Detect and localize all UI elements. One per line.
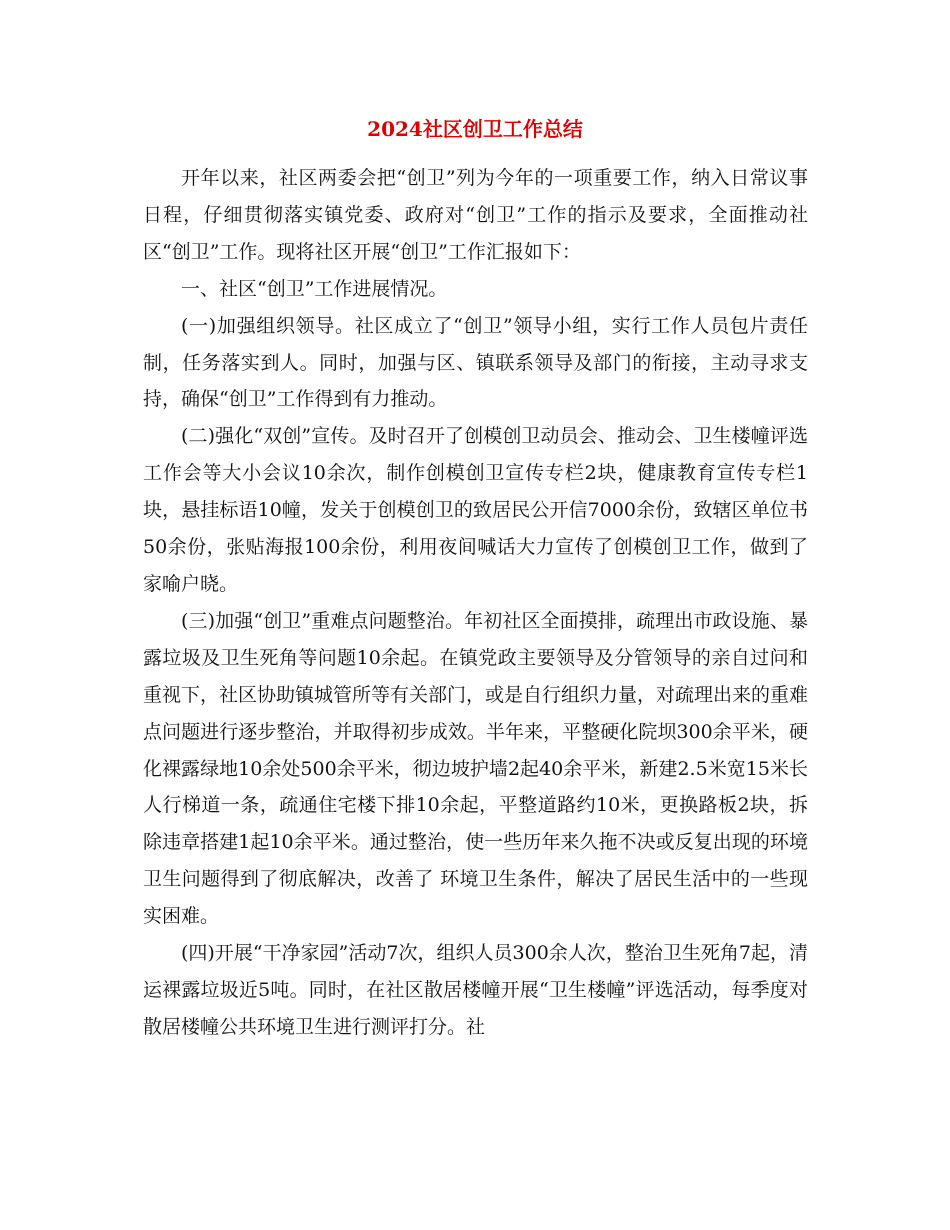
paragraph-clean-home: (四)开展“干净家园”活动7次，组织人员300余人次，整治卫生死角7起，清运裸露垃圾近5吨。同时，在社区散居楼幢开展“卫生楼幢”评选活动，每季度对散居楼幢公共环境卫生进行测评打分。社 bbox=[143, 942, 808, 1038]
section-heading-progress: 一、社区“创卫”工作进展情况。 bbox=[181, 277, 448, 300]
paragraph-organization: (一)加强组织领导。社区成立了“创卫”领导小组，实行工作人员包片责任制，任务落实到人。同时，加强与区、镇联系领导及部门的衔接，主动寻求支持，确保“创卫”工作得到有力推动。 bbox=[143, 314, 808, 411]
paragraph-intro: 开年以来，社区两委会把“创卫”列为今年的一项重要工作，纳入日常议事日程，仔细贯彻落实镇党委、政府对“创卫”工作的指示及要求，全面推动社区“创卫”工作。现将社区开展“创卫”工作汇报如下： bbox=[143, 167, 808, 263]
paragraph-rectification: (三)加强“创卫”重难点问题整治。年初社区全面摸排，疏理出市政设施、暴露垃圾及卫生死角等问题10余起。在镇党政主要领导及分管领导的亲自过问和重视下，社区协助镇城管所等有关部门，或是自行组织力量，对疏理出来的重难点问题进行逐步整治，并取得初步成效。半年来，平整硬化院坝300余平米，硬化裸露绿地10余处500余平米，彻边坡护墙2起40余平米，新建2.5米宽15米长人行梯道一条，疏通住宅楼下排10余起，平整道路约10米，更换路板2块，拆除违章搭建1起10余平米。通过整治，使一些历年来久拖不决或反复出现的环境卫生问题得到了彻底解决，改善了 环境卫生条件，解决了居民生活中的一些现实困难。 bbox=[143, 609, 809, 928]
document-body bbox=[143, 160, 808, 1046]
paragraph-publicity: (二)强化“双创”宣传。及时召开了创模创卫动员会、推动会、卫生楼幢评选工作会等大小会议10余次，制作创模创卫宣传专栏2块，健康教育宣传专栏1块，悬挂标语10幢，发关于创模创卫的致居民公开信7000余份，致辖区单位书50余份，张贴海报100余份，利用夜间喊话大力宣传了创模创卫工作，做到了家喻户晓。 bbox=[143, 425, 808, 595]
document-title: 2024社区创卫工作总结 bbox=[367, 117, 583, 141]
